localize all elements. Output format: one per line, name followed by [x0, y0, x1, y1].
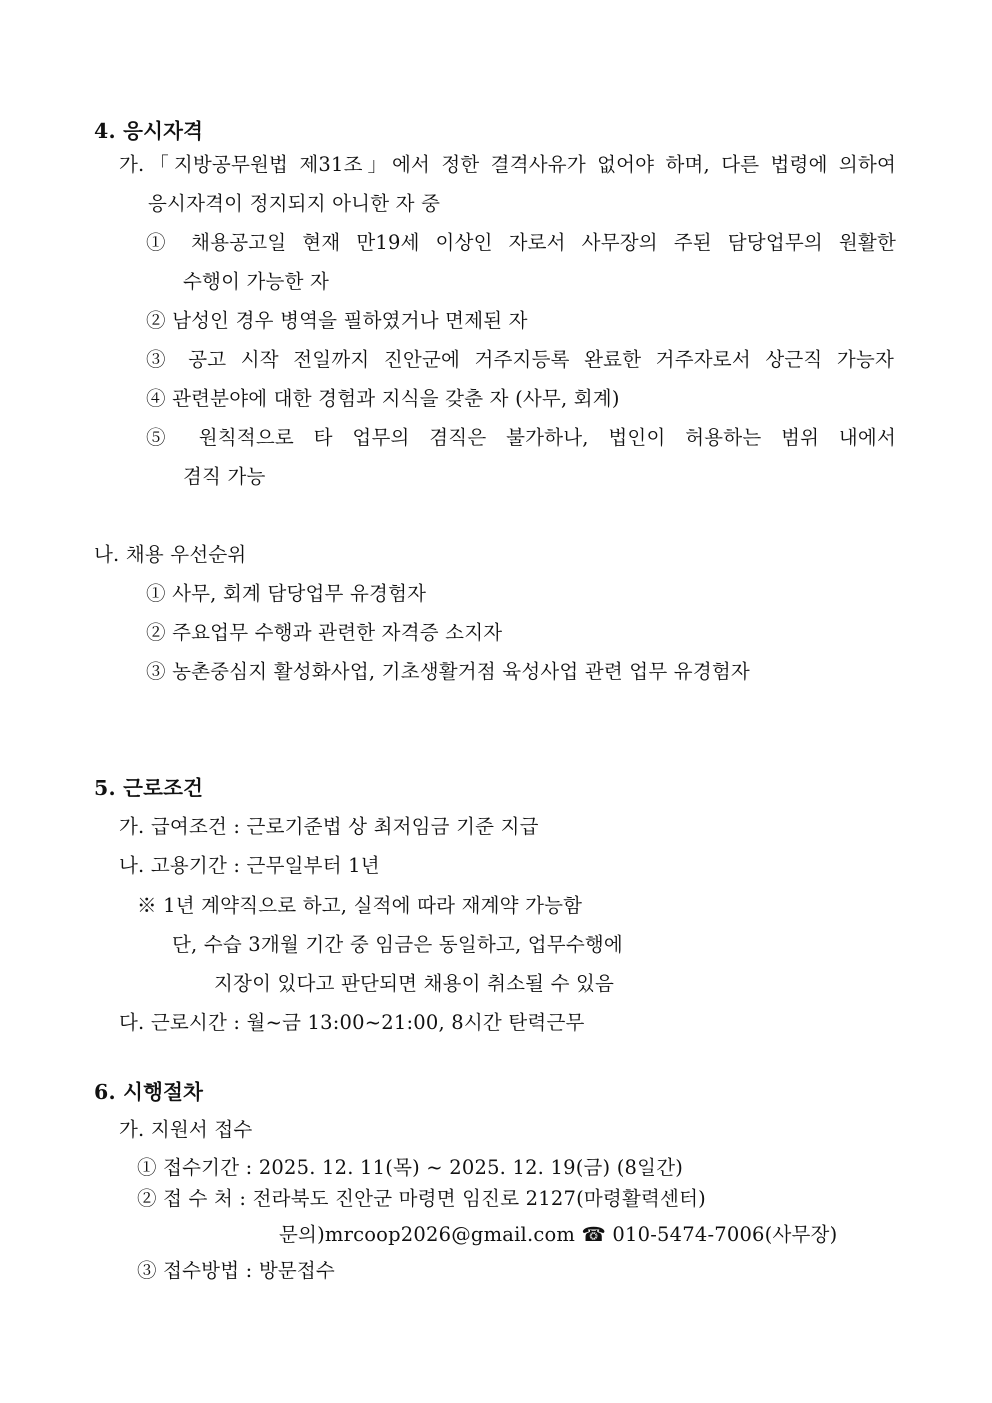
working-hours: 다. 근로시간 : 월~금 13:00~21:00, 8시간 탄력근무 [119, 1011, 585, 1034]
application-period: ① 접수기간 : 2025. 12. 11(목) ~ 2025. 12. 19(금) (8일간) [137, 1156, 684, 1179]
qualification-item-1-cont: 수행이 가능한 자 [183, 270, 330, 293]
qualification-item-2: ② 남성인 경우 병역을 필하였거나 면제된 자 [146, 309, 528, 332]
qualification-item-3: ③ 공고 시작 전일까지 진안군에 거주지등록 완료한 거주자로서 상근직 가능자 [146, 348, 894, 371]
contract-note-3: 지장이 있다고 판단되면 채용이 취소될 수 있음 [214, 972, 615, 995]
section-5-heading: 5. 근로조건 [94, 776, 204, 800]
priority-item-2: ② 주요업무 수행과 관련한 자격증 소지자 [146, 621, 503, 644]
salary-condition: 가. 급여조건 : 근로기준법 상 최저임금 기준 지급 [119, 815, 539, 838]
application-method: ③ 접수방법 : 방문접수 [137, 1259, 335, 1282]
contract-note-2: 단, 수습 3개월 기간 중 임금은 동일하고, 업무수행에 [172, 933, 623, 956]
qualification-item-4: ④ 관련분야에 대한 경험과 지식을 갖춘 자 (사무, 회계) [146, 387, 620, 410]
application-receipt-title: 가. 지원서 접수 [119, 1118, 253, 1141]
application-contact: 문의)mrcoop2026@gmail.com ☎ 010-5474-7006(사무장) [279, 1223, 838, 1246]
priority-title: 나. 채용 우선순위 [94, 543, 247, 566]
contract-note-1: ※ 1년 계약직으로 하고, 실적에 따라 재계약 가능함 [137, 894, 583, 917]
section-4-heading: 4. 응시자격 [94, 119, 204, 143]
employment-period: 나. 고용기간 : 근무일부터 1년 [119, 854, 380, 877]
priority-item-3: ③ 농촌중심지 활성화사업, 기초생활거점 육성사업 관련 업무 유경험자 [146, 660, 750, 683]
qualification-item-5: ⑤ 원칙적으로 타 업무의 겸직은 불가하나, 법인이 허용하는 범위 내에서 [146, 426, 896, 449]
qualification-item-1: ① 채용공고일 현재 만19세 이상인 자로서 사무장의 주된 담당업무의 원활한 [146, 231, 896, 254]
qualification-item-5-cont: 겸직 가능 [183, 465, 266, 488]
priority-item-1: ① 사무, 회계 담당업무 유경험자 [146, 582, 427, 605]
section-4-ga-line1: 가.「지방공무원법 제31조」에서 정한 결격사유가 없어야 하며, 다른 법령에 의하여 [119, 153, 896, 176]
application-place: ② 접 수 처 : 전라북도 진안군 마령면 임진로 2127(마령활력센터) [137, 1187, 706, 1210]
section-6-heading: 6. 시행절차 [94, 1080, 204, 1104]
section-4-ga-line2: 응시자격이 정지되지 아니한 자 중 [148, 192, 441, 215]
